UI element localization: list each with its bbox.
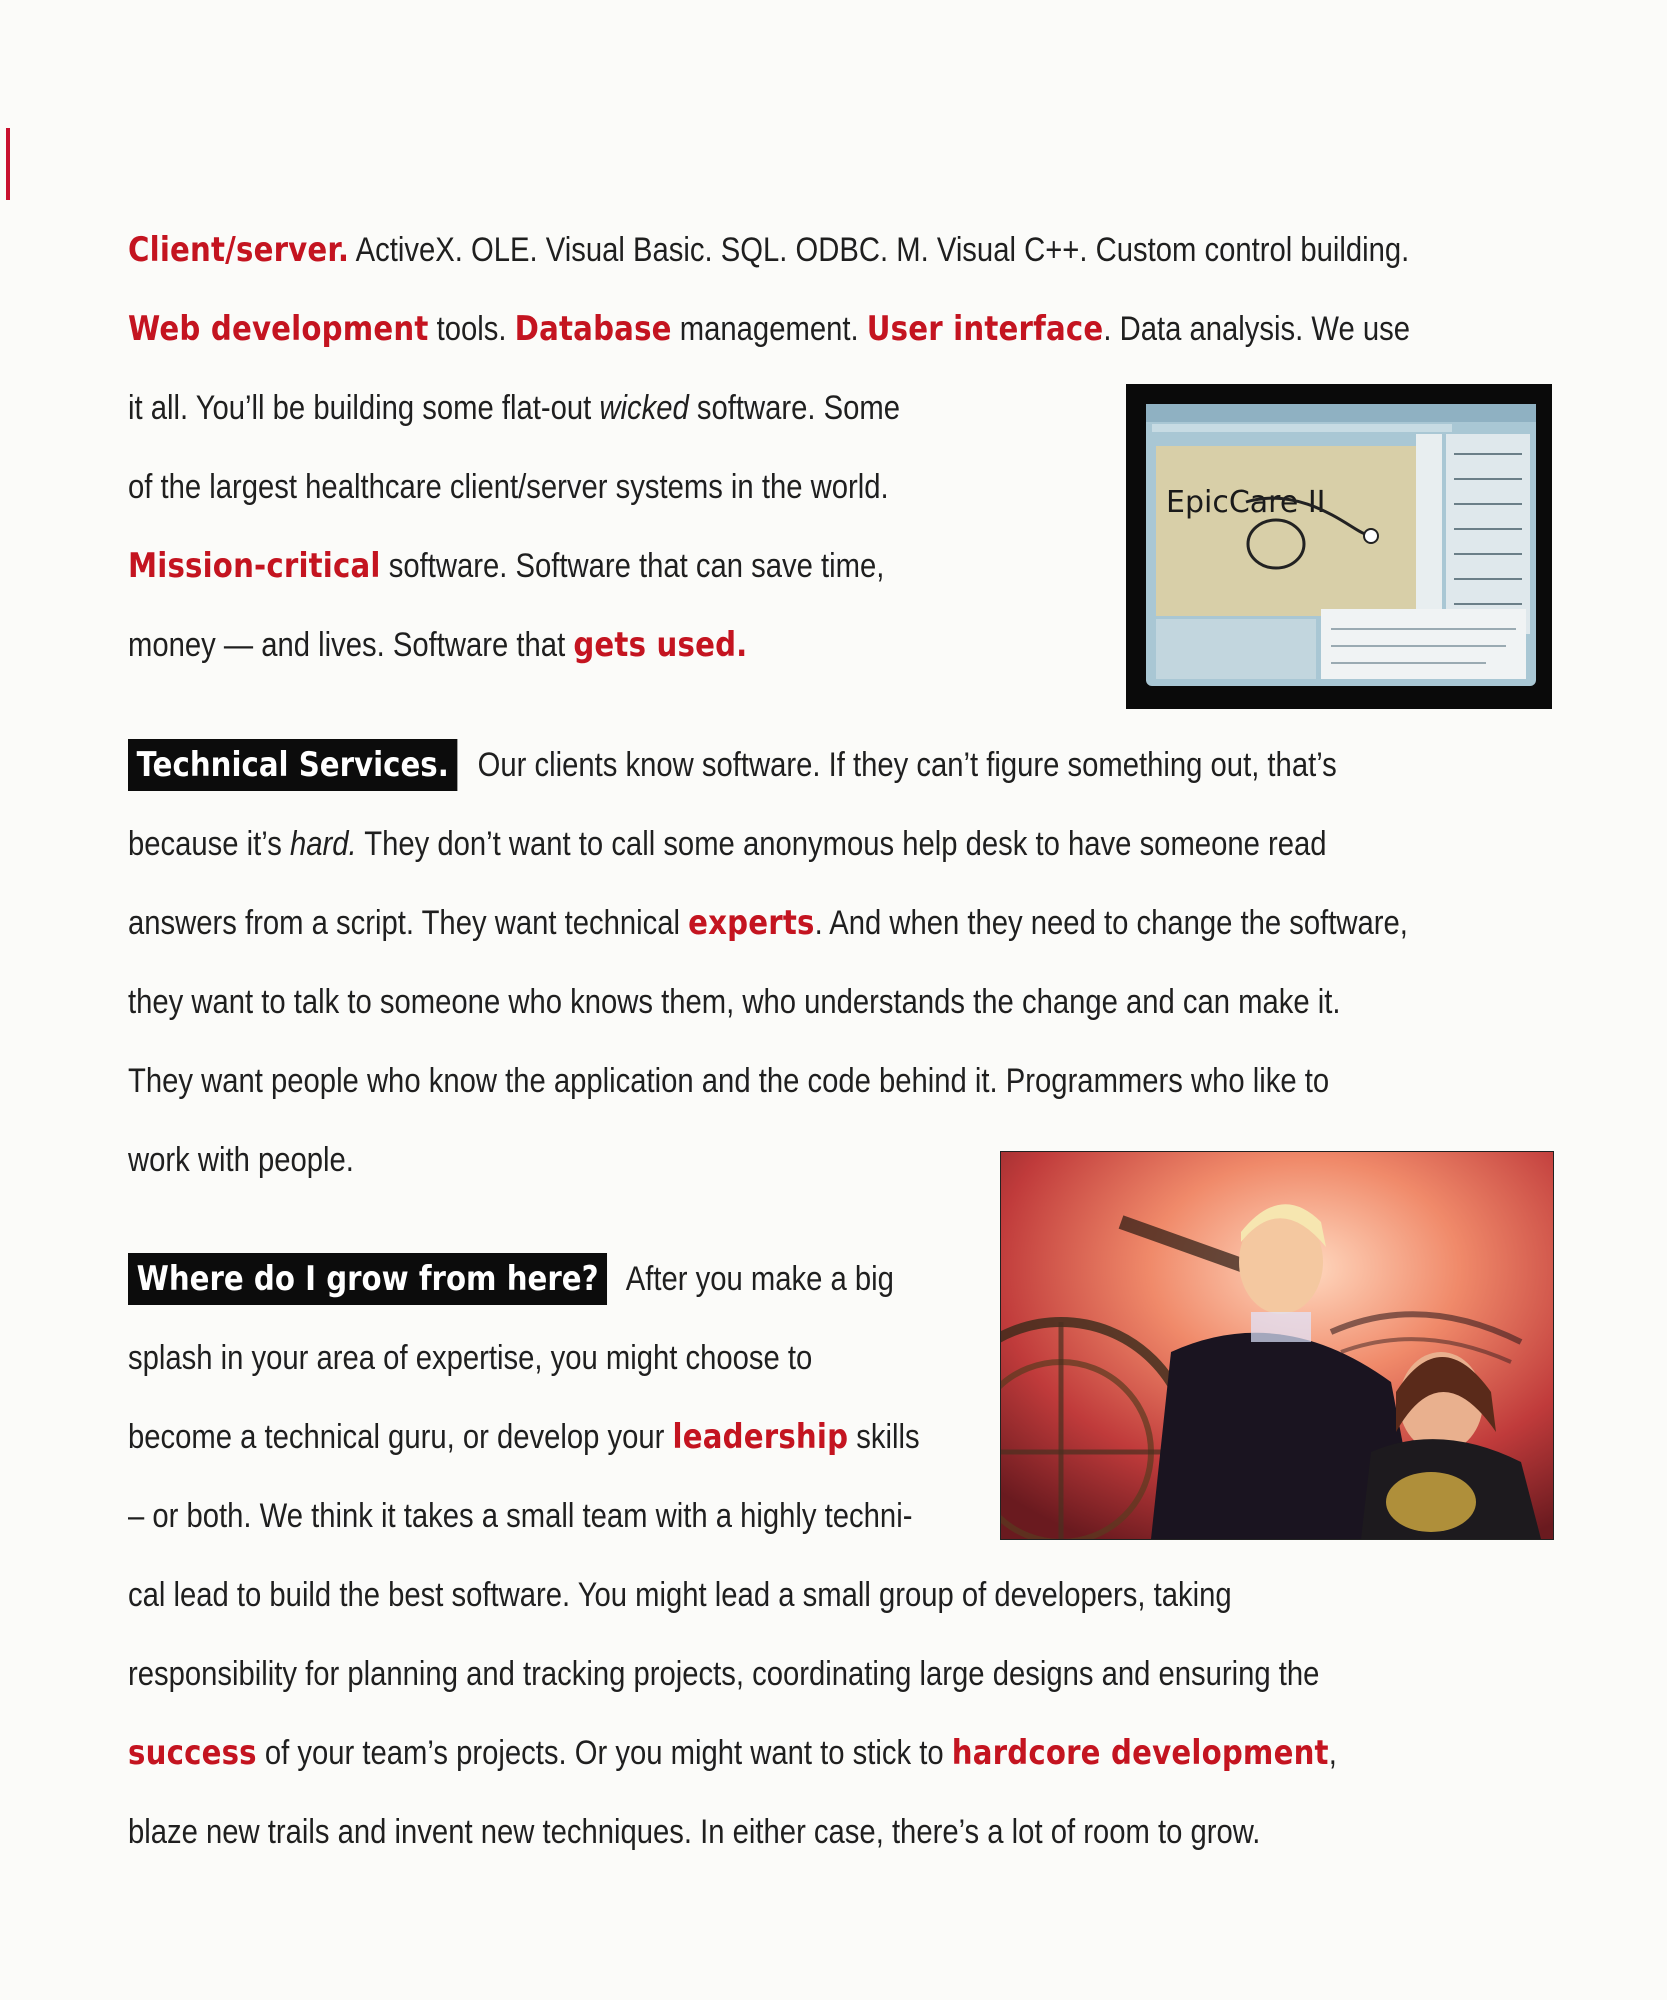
text: , (1328, 1734, 1337, 1772)
text: software. Some (688, 389, 901, 427)
text: . Data analysis. We use (1103, 310, 1411, 348)
text: management. (671, 310, 867, 348)
text: ActiveX. OLE. Visual Basic. SQL. ODBC. M. Visual C++. Custom control building. (349, 231, 1410, 269)
line (128, 1714, 1667, 1793)
line: of the largest healthcare client/server systems in the world. (128, 468, 889, 506)
text: of your team’s projects. Or you might want to stick to (256, 1734, 952, 1772)
page-edge-mark (6, 128, 10, 200)
highlight-database: Database (514, 309, 672, 349)
text: money — and lives. Software that (128, 626, 574, 664)
line: blaze new trails and invent new techniques. In either case, there’s a lot of room to grow. (128, 1813, 1261, 1851)
line: they want to talk to someone who knows them, who understands the change and can make it. (128, 983, 1341, 1021)
line: splash in your area of expertise, you might choose to (128, 1339, 813, 1377)
italic-text: hard. (290, 825, 357, 863)
text: tools. (428, 310, 515, 348)
highlight-client-server: Client/server. (128, 230, 350, 270)
line (128, 1240, 1667, 1319)
line (128, 1398, 1667, 1477)
line: work with people. (128, 1141, 354, 1179)
highlight-leadership: leadership (672, 1417, 849, 1457)
highlight-mission-critical: Mission-critical (128, 546, 381, 586)
section-technical-services (128, 726, 1667, 1200)
line: – or both. We think it takes a small team with a highly techni- (128, 1497, 913, 1535)
line (128, 884, 1667, 963)
section-where-do-i-grow (128, 1240, 1667, 1872)
line (128, 290, 1667, 369)
software-screenshot-photo (1126, 384, 1552, 709)
text: skills (848, 1418, 920, 1456)
line (128, 726, 1667, 805)
highlight-user-interface: User interface (866, 309, 1104, 349)
text: . And when they need to change the software, (814, 904, 1408, 942)
epiccare-logo-text: EpicCare II (1166, 485, 1326, 520)
text: it all. You’ll be building some flat-out (128, 389, 600, 427)
text: answers from a script. They want technical (128, 904, 689, 942)
italic-text: wicked (599, 389, 689, 427)
highlight-experts: experts (688, 903, 815, 943)
heading-technical-services: Technical Services. (128, 739, 457, 791)
heading-where-do-i-grow: Where do I grow from here? (128, 1253, 607, 1305)
line: cal lead to build the best software. You might lead a small group of developers, taking (128, 1576, 1232, 1614)
text: After you make a big (619, 1260, 894, 1298)
highlight-hardcore-development: hardcore development (951, 1733, 1329, 1773)
line: responsibility for planning and tracking projects, coordinating large designs and ensuring the (128, 1655, 1320, 1693)
software-screenshot-graphic (1126, 384, 1552, 709)
highlight-web-development: Web development (128, 309, 429, 349)
text: because it’s (128, 825, 291, 863)
text: become a technical guru, or develop your (128, 1418, 673, 1456)
text: Our clients know software. If they can’t figure something out, that’s (469, 746, 1337, 784)
line: They want people who know the application and the code behind it. Programmers who like to (128, 1062, 1330, 1100)
line (128, 211, 1667, 290)
text: They don’t want to call some anonymous help desk to have someone read (356, 825, 1327, 863)
highlight-success: success (128, 1733, 257, 1773)
text: software. Software that can save time, (380, 547, 885, 585)
highlight-gets-used: gets used. (573, 625, 748, 665)
line (128, 805, 1667, 884)
